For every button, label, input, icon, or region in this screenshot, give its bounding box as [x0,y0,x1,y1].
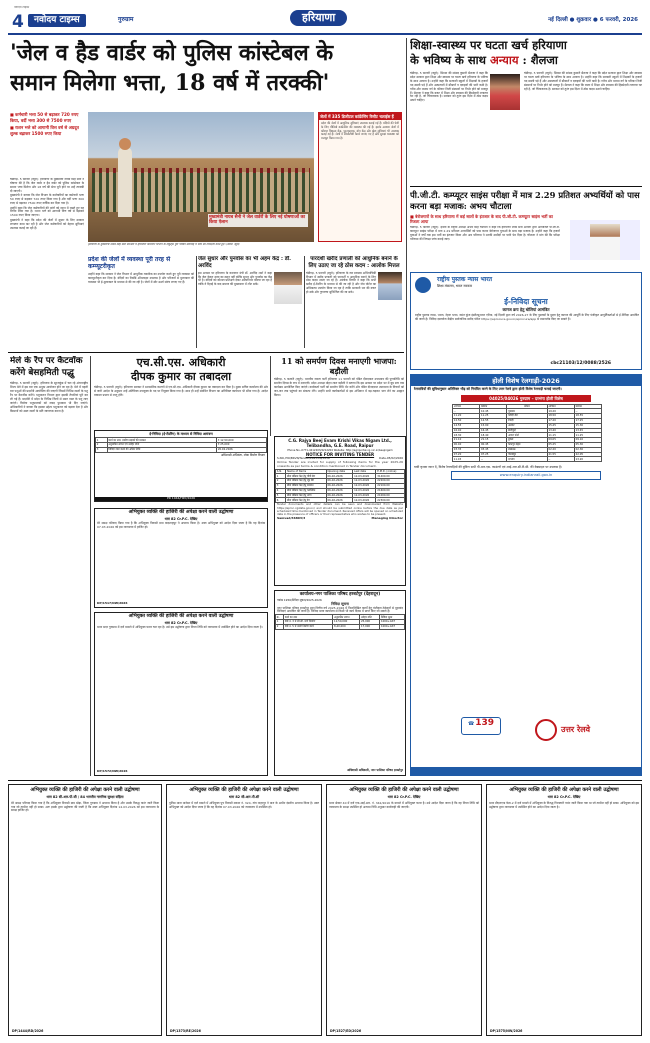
event-body: चंडीगढ़, 5 फरवरी (ब्यूरो): भारतीय जनता पार्टी हरियाणा 11 फरवरी को पंडित दीनदयाल उपाध्याय की पुण्यतिथि को समर्पण दिवस के रूप में मनाएगी। प्रदेश अध्यक्ष मोहन लाल बड़ौली ने बताया कि इस अवसर पर प्रदेश भर में बूथ स्तर तक कार्यक्रम आयोजित किए जाएंगे। कार्यकर्ता पार्टी को समर्पण निधि भेंट करेंगे और पंडित दीनदयाल उपाध्याय के विचारों को जन-जन तक पहुंचाने का संकल्प लेंगे। उन्होंने सभी कार्यकर्ताओं से इस अभियान में बढ़-चढ़कर भाग लेने का आह्वान किया। [274,377,404,397]
table-cell: 15.25 [547,423,574,428]
table-cell: बीज प्रक्रिया केंद्र हेतु पीपी बैग [286,474,326,479]
table-cell: 1 [276,474,286,479]
table-cell: 22200.00 [376,479,405,484]
column-divider [406,38,407,508]
table-cell: 00.40 [453,442,480,447]
table-cell: 06-02-2026 [326,483,353,488]
transfer-headline-2: दीपक कुमार का तबादला [130,370,232,383]
sub3-headline: पारदर्शी खरीद प्रणाली को आधुनिक बनाने के लिए उठाए जा रहे ठोस कदम : आलोक मित्तल [308,256,400,269]
tender-intro: Online Tender are invited for supply of following items for the year 2025-26 onwards as per terms & condition mentioned in Tender document. [277,459,403,468]
table-cell: 21.55 [547,452,574,457]
table-header-cell: धरोहर राशि [360,615,380,620]
table-row [96,447,267,452]
table-cell: 12-03-2026 [353,488,376,493]
legal-notice-title: अभियुक्त व्यक्ति की हाजिरी की अपेक्षा करने वाली उद्घोषणा [128,614,234,619]
table-cell: 10.45 [480,409,507,414]
nbt-subtitle: शिक्षा मंत्रालय, भारत सरकार [437,284,472,288]
right-lead [410,38,642,184]
lead-photo-caption: हरियाणा के मुख्यमंत्री नायब सिंह सैनी करनाल में हरियाणा कारागार विभाग के रिक्रूट्स पुल परेडिंग समारोह में परेड का निरीक्षण करते हुए। (छाया: ब्यूरो) [88,243,240,246]
sub2-headline: जेल सुधार और पुनर्वास का भी अहम केंद्र : डॉ. अरविंद [198,256,291,269]
tender-bottom [275,517,405,521]
top-tag: नवोदय टाइम्स [14,6,30,9]
table-cell: 17.25 [574,418,601,423]
section-title: हरियाणा [290,10,347,26]
railway-zone: उत्तर रेलवे [561,725,591,734]
table-cell: 21.10 [453,438,480,443]
legal-notice-section: धारा 82 Cr.P.C. देखिए [164,621,198,625]
table-cell: वार्ड नं. 3 में सी.सी. मार्ग निर्माण [284,620,333,625]
right-lead-headline-1: शिक्षा-स्वास्थ्य पर घटता खर्च हरियाणा [410,38,567,52]
notice-table [95,437,267,452]
legal-notice-title: अभियुक्त व्यक्ति की हाजिरी की अपेक्षा करने वाली उद्घोषणा [349,787,459,793]
table-cell: दरभंगा [507,457,547,462]
table-cell: -- [453,409,480,414]
legal-notice-title: अभियुक्त व्यक्ति की हाजिरी की अपेक्षा करने वाली उद्घोषणा [30,787,140,793]
tender-date: Date-05/02/2026 [379,456,403,461]
table-cell: 1 [276,620,284,625]
legal-notice [326,784,482,1036]
table-cell: कानपुर सेंट्रल [507,442,547,447]
location: गुरुग्राम [118,16,134,23]
table-cell: 13.40 [547,428,574,433]
table-cell: लखनऊ [507,447,547,452]
helpline-badge [461,717,501,735]
tender-title: NOTICE FOR INVITING TENDER [305,452,375,458]
table-cell: 31400.00 [376,474,405,479]
table-cell: 2 [276,624,284,629]
table-cell: 15.30 [574,423,601,428]
notice-code: PR 1044/HRY/2026 [95,497,267,501]
table-cell: 13.20 [574,457,601,462]
table-cell: बीज प्रक्रिया केंद्र हेतु प्लास्टिक [286,488,326,493]
sub3-story [306,256,402,348]
railway-title: होली विशेष रेलगाड़ी-2026 [411,375,641,386]
sub1-headline: प्रदेश की जेलों में व्यवस्था पूरी तरह से कम्प्यूटरीकृत [88,256,171,271]
table-cell: बीज प्रक्रिया केंद्र हेतु धागा [286,493,326,498]
table-header-cell: आगमन [453,404,480,409]
table-cell: बांदीकुई [507,428,547,433]
right-second-body: चंडीगढ़, 5 फरवरी (ब्यूरो): इनेलो के राष्ट्रीय अध्यक्ष अभय सिंह चौटाला ने कहा कि हरियाणा लोक सेवा आयोग द्वारा आयोजित पी.जी.टी. कम्प्यूटर साइंस परीक्षा में मात्र 2.29 प्रतिशत अभ्यर्थियों को पास करना बेरोजगार युवाओं के साथ बड़ा मजाक है। उन्होंने कहा कि हजारों युवाओं ने वर्षों तक इस भर्ती का इंतजार किया और अब परिणाम ने उनकी उम्मीदों पर पानी फेर दिया है। चौटाला ने मांग की कि परीक्षा परिणाम की निष्पक्ष जांच कराई जाए। [410,226,560,241]
table-cell: 17,000 [360,624,380,629]
table-cell: 12-03-2026 [353,474,376,479]
transfer-notice [94,430,268,502]
chautala-portrait [570,220,640,260]
table-cell: 12-03-2026 [353,483,376,488]
table-cell: पटौदी रोड [507,414,547,419]
table-cell: ₹ 25,000 [217,443,267,448]
table-header-cell: आगमन [547,404,574,409]
table-cell: 11.25 [480,414,507,419]
table-cell: 02.20 [547,447,574,452]
table-cell: 06-02-2026 [326,493,353,498]
table-cell: 15.00 [480,423,507,428]
table-cell: 00.45 [480,442,507,447]
table-cell: 06-02-2026 [326,474,353,479]
table-cell: 21.15 [480,438,507,443]
legal-notice-section: धारा 82 Cr.P.C. देखिए [547,795,581,800]
shailja-portrait [490,74,520,110]
column-divider [270,356,271,436]
uk-table [275,614,405,629]
tender-ref: S.NO./HO/BKVN/Tender/2025-26/5239 [277,456,330,461]
lead-paragraph: उन्होंने कहा कि जेल कर्मचारियों की मांगों को ध्यान में रखते हुए यह निर्णय लिया गया है। राशन भत्ते को आगामी वित्त वर्ष से बढ़ाकर 1500 रुपए किया जाएगा। [10,205,84,218]
left-story-headline: मेले के रैंप पर कैटवॉक करेंगे बेसहमिती पद्धु [10,356,83,378]
railway-logo-icon [535,719,557,741]
table-cell: 12-03-2026 [353,479,376,484]
officer-head [119,138,131,150]
sub3-portrait [378,272,402,300]
section-rule [8,780,642,781]
column-divider [90,356,91,776]
legal-notice-section: धारा 82 सी.आर.पी.सी / 84 भारतीय नागरिक सुरक्षा संहिता [46,795,124,800]
legal-notice-title: अभियुक्त व्यक्ति की हाजिरी की अपेक्षा करने वाली उद्घोषणा [189,787,299,793]
table-cell: 09.05 [547,438,574,443]
right-lead-headline-2a: के भविष्य के साथ [410,53,490,67]
right-lead-headline-2b: अन्याय [490,53,519,67]
table-row [276,624,405,629]
lead-headline-line-2: समान मिलेगा भत्ता, 18 वर्ष में तरक्की' [10,70,330,96]
lead-headline [10,38,402,108]
table-cell: ₹ 12,50,000 [217,438,267,443]
uk-sign: अधिशासी अधिकारी, नगर पालिका परिषद हरबर्टपुर [347,768,403,773]
nbt-logo [415,277,431,293]
enivida-body: राष्ट्रीय पुस्तक न्यास, भारत, नेहरू भवन, वसंत कुंज इंस्टीट्यूशनल एरिया, नई दिल्ली द्वारा वर्ष 2026-27 के लिए पुस्तकों के मुद्रण हेतु कागज की आपूर्ति के लिए पंजीकृत आपूर्तिकर्ताओं से ई-निविदा आमंत्रित की जाती है। निविदा दस्तावेज केंद्रीय सार्वजनिक खरीद पोर्टल https://eprocure.gov.in/eprocure/app से डाउनलोड किए जा सकते हैं। [415,313,639,321]
sidebar-title: जेलों में 335 डिजीटल कांफ्रेंसिंग रिसीट चलाईस हैं [319,113,401,120]
left-story-body: चंडीगढ़, 5 फरवरी (ब्यूरो): हरियाणा के सूरजकुंड में चल रहे अंतरराष्ट्रीय शिल्प मेले में इस बार एक अनूठा आयोजन होने जा रहा है। मेले में पहली बार पशुओं की प्रदर्शनी आयोजित की जाएगी जिसमें विभिन्न नस्लों के पशु रैंप पर कैटवॉक करेंगे। पशुपालन विभाग द्वारा इसकी तैयारियां पूरी कर ली गई हैं। प्रदर्शनी में प्रदेश के विभिन्न जिलों से उन्नत नस्ल के पशु लाए जाएंगे। विजेता पशुपालकों को नकद पुरस्कार भी दिए जाएंगे। अधिकारियों ने बताया कि इसका उद्देश्य पशुपालन को बढ़ावा देना है और किसानों को उन्नत नस्लों के प्रति जागरूक करना है। [10,381,88,413]
legal-notice-code: DP/1575/NW/2026 [490,1029,523,1033]
transfer-body: चंडीगढ़, 5 फरवरी (ब्यूरो): हरियाणा सरकार ने प्रशासनिक कारणों से एच.सी.एस. अधिकारी दीपक कुमार का तबादला कर दिया है। मुख्य सचिव कार्यालय की ओर से जारी आदेश के अनुसार उन्हें अतिरिक्त उपायुक्त के पद पर नियुक्त किया गया है। साथ ही उन्हें संबंधित विभाग का अतिरिक्त कार्यभार भी सौंपा गया है। आदेश तत्काल प्रभाव से लागू होंगे। [94,385,268,397]
table-cell: बीज प्रक्रिया केंद्र हेतु रसायन [286,483,326,488]
table-cell: रेवाड़ी [507,418,547,423]
table-cell: 20.02.2026 [217,447,267,452]
legal-notice [94,508,268,608]
table-cell: -- [547,457,574,462]
event-headline: 11 को समर्पण दिवस मनाएगी भाजपा: बड़ौली [281,356,397,376]
right-second-bullet: ■ बेरोजगारों के साथ हरियाणा में कई सालों के इंतजार के बाद पी.जी.टी. कम्प्यूटर साइंस भर्ती का रिजल्ट आया [410,214,560,224]
table-cell: 14.55 [453,423,480,428]
section-rule [410,186,642,187]
lead-bullet-1: ■ कर्मचारी भत्ता 50 से बढ़ाकर 720 रुपए किया, वर्दी भत्ता 300 से 7500 रुपए [10,112,84,123]
table-cell: बीज प्रक्रिया केंद्र हेतु टैग [286,498,326,503]
table-cell: 12-03-2026 [353,498,376,503]
enivida-subtitle: कागज क्रय हेतु बोलियां आमंत्रित [502,307,550,312]
right-lead-headline-2c: : शैलजा [518,53,558,67]
left-story [10,356,88,776]
table-cell: 2 [276,479,286,484]
uttarakhand-notice [274,590,406,776]
sub3-body: चंडीगढ़, 5 फरवरी (ब्यूरो): हरियाणा के जन स्वास्थ्य अभियांत्रिकी विभाग में खरीद प्रणाली को पारदर्शी व आधुनिक बनाने के लिए ठोस कदम उठाए जा रहे हैं। आलोक मित्तल ने कहा कि सभी खरीद ई-टेंडरिंग के माध्यम से की जा रही है और जेम पोर्टल का अधिकतम उपयोग किया जा रहा है ताकि सरकारी धन की बचत हो सके और गुणवत्ता सुनिश्चित की जा सके। [306,270,376,295]
table-cell: 13.45 [574,428,601,433]
table-header-cell: स्टेशन [507,404,547,409]
right-lead-body: चंडीगढ़, 5 फरवरी (ब्यूरो): सिरसा की सांसद कुमारी सैलजा ने कहा कि प्रदेश सरकार द्वारा शिक्षा और स्वास्थ्य पर घटता खर्च हरियाणा के भविष्य के साथ अन्याय है। उन्होंने कहा कि सरकारी स्कूलों में शिक्षकों के हजारों पद खाली पड़े हैं और अस्पतालों में डॉक्टरों व दवाइयों की भारी कमी है। गरीब और मध्यम वर्ग के परिवार निजी संस्थानों पर निर्भर होने को मजबूर हैं। सैलजा ने कहा कि बजट में शिक्षा और स्वास्थ्य की हिस्सेदारी लगातार घट रही है, जो चिंताजनक है। सरकार को तुरंत इस दिशा में ठोस कदम उठाने चाहिए। [410,71,488,103]
table-cell: 11.15 [547,433,574,438]
table-cell: 3 [96,447,108,452]
table-cell: वार्ड नं. 5 में नाली निर्माण कार्य [284,624,333,629]
table-cell: अनुमानित लागत एवं धरोहर राशि [107,443,216,448]
table-cell: 22100.00 [376,483,405,488]
legal-notice [166,784,322,1036]
table-cell: 19.20 [547,409,574,414]
legal-notice-title: अभियुक्त व्यक्ति की हाजिरी की अपेक्षा करने वाली उद्घोषणा [128,510,234,515]
legal-notice-code: DP/1572/NW/2026 [97,769,128,774]
legal-notice-section: धारा 82 सी.आर.पी.सी [228,795,260,800]
table-header-cell: Name of Items [286,469,326,474]
table-cell: 03.35 [453,447,480,452]
table-cell: अलवर [507,423,547,428]
section-rule [8,352,404,353]
sub1-body: उन्होंने कहा कि सरकार ने जेल विभाग में आधुनिक तकनीक का उपयोग करते हुए पूरी व्यवस्था को कम्प्यूटरीकृत कर दिया है। बंदियों का रिकॉर्ड ऑनलाइन उपलब्ध है और परिजनों से मुलाकात की व्यवस्था भी ई-मुलाकात के माध्यम से की जा रही है। जेलों में सौर ऊर्जा संयंत्र लगाए गए हैं। [88,271,194,284]
table-cell: 02.30 [574,447,601,452]
lead-bullets [10,112,84,174]
table-cell: 07.20 [453,452,480,457]
table-cell: 18.55 [574,414,601,419]
legal-notice-code: DP/1373/RE/2026 [170,1029,201,1033]
table-cell: 16.40 [453,428,480,433]
sub2-portrait [274,272,302,304]
cg-tender [274,436,406,586]
notice-title: ई-निविदा (ई-टेंडरिंग) के माध्यम से निविदा आमंत्रण [149,432,213,436]
legal-notice-body: थाना डीएलएफ फेज-2 में दर्ज मामले में अभियुक्त के विरुद्ध गिरफ्तारी वारंट जारी किया गया था जो तामील नहीं हो सका। अभियुक्त को इस उद्घोषणा द्वारा न्यायालय में उपस्थित होने का आदेश दिया जाता है। [489,800,639,809]
table-cell: 06-02-2026 [326,479,353,484]
table-cell: 3 [276,483,286,488]
table-header-cell: अनुमानित लागत [333,615,360,620]
uk-notice-head: निविदा सूचना [331,602,349,607]
table-header-cell: निविदा मूल्य [380,615,405,620]
table-cell: 11.20 [453,414,480,419]
notice-footer: अधिशासी अभियंता, लोक निर्माण विभाग [220,452,265,457]
legal-notice-title: अभियुक्त व्यक्ति की हाजिरी की अपेक्षा करने वाली उद्घोषणा [509,787,619,793]
railway-table [452,404,602,463]
table-cell: 1000+GST [380,620,405,625]
sub2-story [198,256,302,348]
tender-samvad: Samvad/46803/3 [277,515,306,520]
table-row [453,457,602,462]
phone-icon: ☎ [468,721,475,727]
table-cell: 22.05 [574,452,601,457]
table-header-cell: E.M.D. (online) [376,469,405,474]
table-cell: 21600.00 [376,488,405,493]
legal-notice-section: धारा 82 Cr.P.C. देखिए [164,517,198,521]
railway-ad [410,374,642,776]
table-cell: 12.50 [453,418,480,423]
legal-notice [94,612,268,776]
table-cell: 18.50 [547,414,574,419]
table-cell: 4 [276,488,286,493]
table-cell: 11.45 [453,457,480,462]
table-cell: 03.45 [480,447,507,452]
table-cell: कार्य का नाम: ग्रामीण सड़कों की मरम्मत [107,438,216,443]
table-cell: 22300.00 [376,498,405,503]
railway-website[interactable]: www.enquiry.indianrail.gov.in [451,471,601,479]
table-cell: 5 [276,493,286,498]
lead-sidebar [318,112,402,242]
table-cell: 21000.00 [376,493,405,498]
uk-title: कार्यालय-नगर पालिका परिषद हरबर्टपुर (देहरादून) [299,592,381,597]
table-cell: 18.30 [453,433,480,438]
transfer-headline-1: एच.सी.एस. अधिकारी [136,356,226,369]
table-cell: आगरा फोर्ट [507,433,547,438]
table-header-cell: Last date [353,469,376,474]
column-divider [304,256,305,348]
sub2-body: इस अवसर पर हरियाणा के कारागार मंत्री डॉ. अरविंद शर्मा ने कहा कि जेल केवल सजा का स्थान नहीं बल्कि सुधार और पुनर्वास का केंद्र भी है। बंदियों को कौशल प्रशिक्षण देकर आत्मनिर्भर बनाया जा रहा है ताकि वे रिहाई के बाद समाज की मुख्यधारा में लौट सकें। [198,270,272,287]
table-cell: 8,40,000 [333,624,360,629]
table-cell: 25,000 [360,620,380,625]
table-cell: 05.25 [547,442,574,447]
enivida-code: cbc21103/12/0088/2526 [550,361,611,367]
legal-notice-body: थाना सेक्टर 40 में दर्ज एफ.आई.आर. नं. 342/2016 के मामले में अभियुक्त फरार है। उसे आदेश दिया जाता है कि वह नियत तिथि को न्यायालय के समक्ष उपस्थित हो अन्यथा विधि अनुसार कार्यवाही की जाएगी। [329,800,479,809]
table-cell: 12,50,000 [333,620,360,625]
legal-notice-code: DP/1517/DW/2026 [97,601,128,606]
lead-body [10,178,84,348]
table-cell: 07.25 [480,452,507,457]
table-cell: निविदा जमा करने की अंतिम तिथि [107,447,216,452]
table-cell: गोरखपुर [507,452,547,457]
table-cell: 09.10 [574,438,601,443]
lead-photo [88,112,314,242]
right-lead-body-cont: चंडीगढ़, 5 फरवरी (ब्यूरो): सिरसा की सांसद कुमारी सैलजा ने कहा कि प्रदेश सरकार द्वारा शिक्षा और स्वास्थ्य पर घटता खर्च हरियाणा के भविष्य के साथ अन्याय है। उन्होंने कहा कि सरकारी स्कूलों में शिक्षकों के हजारों पद खाली पड़े हैं और अस्पतालों में डॉक्टरों व दवाइयों की भारी कमी है। गरीब और मध्यम वर्ग के परिवार निजी संस्थानों पर निर्भर होने को मजबूर हैं। सैलजा ने कहा कि बजट में शिक्षा और स्वास्थ्य की हिस्सेदारी लगातार घट रही है, जो चिंताजनक है। सरकार को तुरंत इस दिशा में ठोस कदम उठाने चाहिए। [524,71,642,91]
table-cell: 05.30 [574,442,601,447]
table-header-cell: प्रस्थान [574,404,601,409]
lead-paragraph: मुख्यमंत्री ने कहा कि प्रदेश की जेलों में सुधार के लिए सरकार लगातार काम कर रही है और जेल कर्मचारियों को बेहतर सुविधाएं उपलब्ध कराई जा रही हैं। [10,217,84,230]
tender-footer: Tender documents and other details can be seen and downloaded from Website https://eproc.cgstate.gov.in/ and should be submitted online before the due date as per scheduled time mentioned in Tender document. Received offers will be opened on scheduled date in the presence of officers or their representative who wishes to be present. [277,502,403,517]
table-cell: 12-03-2026 [353,493,376,498]
right-second-headline: पी.जी.टी. कम्प्यूटर साइंस परीक्षा में मात्र 2.29 प्रतिशत अभ्यर्थियों को पास करना बड़ा मजाक: अभय चौटाला [410,190,640,211]
lead-headline-line-1: 'जेल व हैड वार्डर को पुलिस कांस्टेबल के [10,40,334,66]
legal-notice-body: थाना सदर गुरुग्राम में दर्ज मामले में अभियुक्त फरार चल रहा है। उसे इस उद्घोषणा द्वारा नियत तिथि को न्यायालय में उपस्थित होने का आदेश दिया जाता है। [97,625,263,630]
table-cell: 12.55 [480,418,507,423]
table-cell: 06-02-2026 [326,498,353,503]
event-story [274,356,404,434]
page-number: 4 [12,12,24,32]
table-cell: -- [480,457,507,462]
table-header-cell: प्रस्थान [480,404,507,409]
table-cell: 11.25 [574,433,601,438]
enivida-title: ई-निविदा सूचना [504,297,548,306]
uk-subtitle: पत्रांक 1956/निविदा सूचना/2025-2026 [277,597,322,602]
legal-notice-code: DP/1444/RD/2026 [12,1029,44,1033]
table-header-cell: कार्य का नाम [284,615,333,620]
table-cell: 1 [96,438,108,443]
photo-caption-side: मुख्यमंत्री नायब सैनी ने जेल वार्डरों के लिए नई घोषणाओं का किया ऐलान [208,214,308,227]
table-header-cell: क्र. [276,615,284,620]
table-header-cell: Opening date [326,469,353,474]
legal-notice [486,784,642,1036]
table-header-cell: S.N. [276,469,286,474]
legal-notice-section: धारा 82 Cr.P.C. देखिए [387,795,421,800]
tender-contact: Phone No.-0771-4212203/4212204 Website: http://agriportal.cg.nic.in/beejnigam [287,449,393,452]
uk-body: नगर पालिका परिषद हरबर्टपुर द्वारा वित्तीय वर्ष 2025-2026 में निम्नलिखित कार्यों हेतु पंजीकृत ठेकेदारों से मुहरबंद निविदाएं आमंत्रित की जाती हैं। निविदा प्रपत्र कार्यालय से किसी भी कार्य दिवस में प्राप्त किए जा सकते हैं। [277,605,403,614]
nbt-ad [410,272,642,370]
nbt-title: राष्ट्रीय पुस्तक न्यास भारत [437,276,493,283]
legal-notice-code: DP/1527/ED/2026 [330,1029,362,1033]
legal-notice-body: मेरे समक्ष परिवाद किया गया है कि अभियुक्त निवासी ग्राम बादशाहपुर ने अपराध किया है। उक्त अभियुक्त को आदेश दिया जाता है कि वह दिनांक 07.03.2026 को इस न्यायालय में हाजिर हो। [97,521,265,530]
lead-paragraph: चंडीगढ़, 5 फरवरी (ब्यूरो): हरियाणा के मुख्यमंत्री नायब सिंह सैनी ने घोषणा की है कि जेल वार्डर व हैड वार्डर को पुलिस कांस्टेबल के समान भत्ता मिलेगा और 18 वर्ष की सेवा पूरी होने पर उन्हें तरक्की दी जाएगी। [10,178,84,193]
dateline: नई दिल्ली ● शुक्रवार ● 6 फरवरी, 2026 [548,17,638,23]
legal-notice [8,784,162,1036]
table-cell: टूंडला [507,438,547,443]
table-cell: बीज प्रक्रिया केंद्र हेतु जूट बैग [286,479,326,484]
lead-bullet-2: ■ राशन भत्ते को आगामी वित्त वर्ष से अग्रदूत शुल्क बढ़ाकर 1500 रुपए किया [10,125,84,136]
sidebar-body: प्रदेश की जेलों में आधुनिक सुविधाएं उपलब्ध कराई गई हैं। बंदियों की पेशी के लिए वीडियो कांफ्रेंसिंग की व्यवस्था की गई है। इसके अलावा जेलों में कौशल विकास केंद्र, पुस्तकालय, योग केंद्र और खेल सुविधाएं भी उपलब्ध कराई गई हैं। जेलों में सीसीटीवी कैमरे लगाए गए हैं और सुरक्षा व्यवस्था को मजबूत किया गया है। [321,121,399,141]
paper-name: नवोदय टाइम्स [28,14,86,27]
table-cell: 2 [96,443,108,448]
table-cell: 16.45 [480,428,507,433]
helpline-number: 139 [475,718,494,728]
railway-footer-bar [411,767,641,775]
legal-notice-body: मेरे समक्ष परिवाद किया गया है कि अभियुक्त निवासी ग्राम खेड़ा, जिला गुरुग्राम ने अपराध किया है और उसके विरुद्ध वारंट जारी किया गया जो तामील नहीं हो सका। अतः इसके द्वारा उद्घोषणा की जाती है कि उक्त अभियुक्त दिनांक 14.03.2026 को इस न्यायालय के समक्ष हाजिर हो। [11,800,159,813]
table-cell: 6 [276,498,286,503]
sub1-story [88,256,194,348]
legal-notice-body: पुलिस थाना मानेसर में दर्ज मामले में अभियुक्त पुत्र निवासी मकान नं. 324, गांव नाहरपुर ने धारा के अधीन दंडनीय अपराध किया है। उक्त अभियुक्त को आदेश दिया जाता है कि वह दिनांक 07.03.2026 को न्यायालय में उपस्थित हो। [169,800,319,809]
table-cell: गुरुग्राम [507,409,547,414]
tender-org: C.G. Rajya Beej Evam Krishi Vikas Nigam Ltd., Telibandha, G.E. Road, Raipur [288,438,392,448]
table-cell: -- [574,409,601,414]
right-lead-headline-2 [410,53,642,68]
tender-signature: Managing Director [371,515,403,520]
masthead-rule [8,33,642,35]
tender-table [275,469,405,504]
table-cell: 18.40 [480,433,507,438]
column-divider [196,256,197,348]
officer-figure [118,147,132,217]
table-cell: 06-02-2026 [326,488,353,493]
railway-train: 04025/04026 गुरुग्राम – दरभंगा होली विशेष [461,395,591,402]
lead-paragraph: मुख्यमंत्री ने बताया कि जेल विभाग के कर्मचारियों का कर्मचारी भत्ता 50 रुपए से बढ़ाकर 720 रुपए किया गया है और वर्दी भत्ता 300 रुपए से बढ़ाकर 7500 रुपए वार्षिक कर दिया गया है। [10,193,84,206]
table-cell: 1000+GST [380,624,405,629]
railway-note: यात्री कृपया ध्यान दें, विशेष रेलगाड़ियों की बुकिंग सभी पी.आर.एस. काउंटरों एवं आई.आर.सी.टी.सी. की वेबसाइट पर उपलब्ध है। [414,465,563,470]
portrait-figure [590,224,620,260]
railway-intro: रेलयात्रियों की सुविधानुसार अतिरिक्त भीड़ को नियंत्रित करने के लिए उत्तर रेलवे द्वारा होली विशेष रेलगाड़ी चलाई जाएगी। [414,387,562,392]
table-cell: 17.20 [547,418,574,423]
masthead [8,6,642,34]
